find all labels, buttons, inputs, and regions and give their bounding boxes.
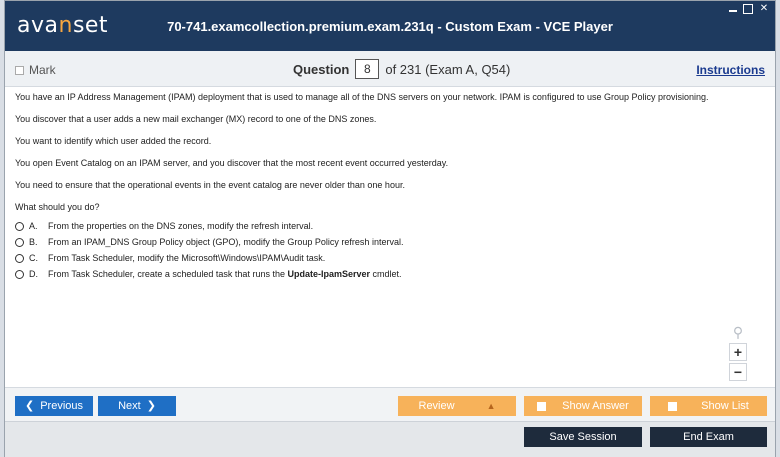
end-exam-button[interactable]: End Exam: [650, 427, 767, 447]
show-list-checkbox[interactable]: [668, 402, 677, 411]
mark-toggle[interactable]: [15, 63, 56, 77]
question-paragraph: You open Event Catalog on an IPAM server, and you discover that the most recent event occurred yesterday.: [15, 158, 449, 168]
question-navigator: [293, 59, 510, 79]
answer-option-b[interactable]: [15, 237, 765, 247]
chevron-left-icon: ❮: [24, 400, 35, 412]
radio-button[interactable]: [15, 254, 24, 263]
radio-button[interactable]: [15, 222, 24, 231]
answer-option-a[interactable]: [15, 221, 765, 231]
maximize-icon[interactable]: [743, 4, 753, 14]
search-icon: ⚲: [732, 324, 744, 340]
caret-up-icon: ▲: [486, 401, 496, 411]
option-text: From Task Scheduler, create a scheduled task that runs the Update-IpamServer cmdlet.: [48, 269, 402, 279]
option-letter: C.: [29, 253, 38, 263]
chevron-right-icon: ❯: [146, 400, 156, 412]
previous-button[interactable]: ❮ Previous: [15, 396, 93, 416]
mark-label: Mark: [29, 63, 56, 77]
window-controls: [729, 4, 769, 14]
option-letter: A.: [29, 221, 38, 231]
vce-player-window: [4, 0, 776, 457]
answer-option-c[interactable]: [15, 253, 765, 263]
question-label: Question: [293, 61, 350, 77]
next-button[interactable]: Next ❯: [98, 396, 176, 416]
question-count: of 231 (Exam A, Q54): [385, 61, 511, 77]
question-paragraph: You want to identify which user added the record.: [15, 136, 212, 146]
show-list-button[interactable]: Show List: [650, 396, 767, 416]
question-paragraph: You have an IP Address Management (IPAM) deployment that is used to manage all of the DNS servers on your network. IPAM is configured to use Group Policy provisioning.: [15, 92, 709, 102]
zoom-in-button[interactable]: +: [729, 343, 747, 361]
option-letter: D.: [29, 269, 38, 279]
question-content: [15, 93, 765, 285]
radio-button[interactable]: [15, 238, 24, 247]
option-text: From Task Scheduler, modify the Microsoft\Windows\IPAM\Audit task.: [48, 253, 326, 263]
question-bar: [5, 51, 775, 87]
mark-checkbox[interactable]: [15, 66, 24, 75]
cmdlet-name: Update-IpamServer: [287, 269, 370, 279]
option-text: From an IPAM_DNS Group Policy object (GPO), modify the Group Policy refresh interval.: [48, 237, 404, 247]
radio-button[interactable]: [15, 270, 24, 279]
review-button[interactable]: Review ▲: [398, 396, 516, 416]
answer-option-d[interactable]: [15, 269, 765, 279]
question-prompt: What should you do?: [15, 202, 100, 212]
question-paragraph: You need to ensure that the operational events in the event catalog are never older than one hour.: [15, 180, 405, 190]
title-bar: [5, 1, 775, 51]
option-letter: B.: [29, 237, 38, 247]
show-answer-checkbox[interactable]: [537, 402, 546, 411]
navigation-bar: [5, 387, 775, 421]
option-text: From the properties on the DNS zones, modify the refresh interval.: [48, 221, 314, 231]
minimize-icon[interactable]: [729, 6, 737, 12]
zoom-controls: [729, 323, 749, 381]
close-icon[interactable]: ✕: [759, 3, 769, 14]
save-session-button[interactable]: Save Session: [524, 427, 642, 447]
question-number-input[interactable]: 8: [355, 59, 379, 79]
window-title: 70-741.examcollection.premium.exam.231q - Custom Exam - VCE Player: [167, 19, 613, 34]
zoom-out-button[interactable]: −: [729, 363, 747, 381]
footer-bar: [5, 421, 775, 457]
show-answer-button[interactable]: Show Answer: [524, 396, 642, 416]
instructions-link[interactable]: Instructions: [696, 63, 765, 77]
question-paragraph: You discover that a user adds a new mail exchanger (MX) record to one of the DNS zones.: [15, 114, 377, 124]
avanset-logo: avanset: [17, 13, 109, 38]
